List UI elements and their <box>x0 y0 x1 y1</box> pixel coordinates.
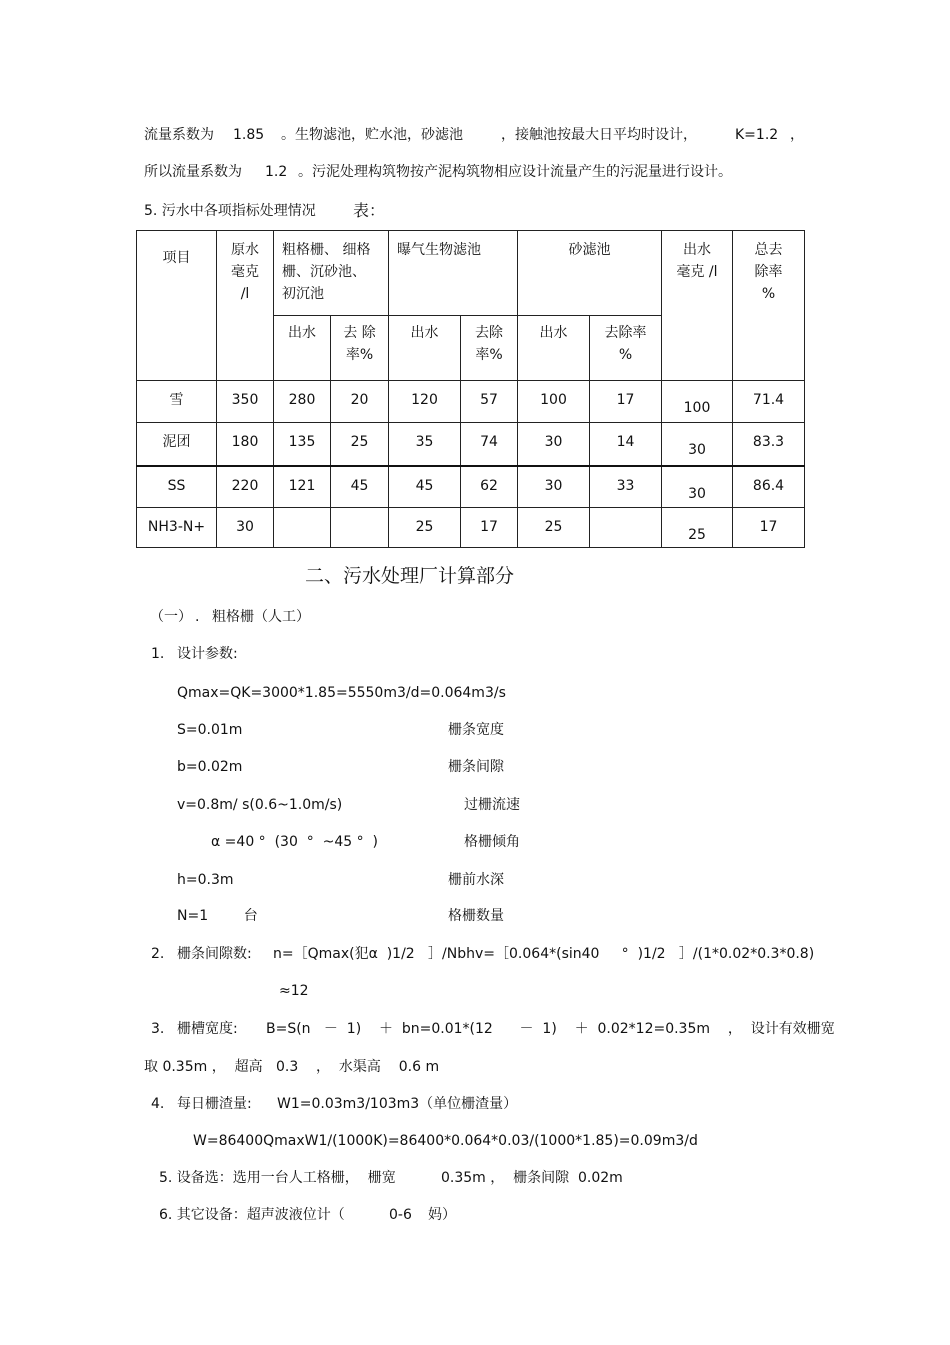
table-row <box>137 381 805 423</box>
table-cell: 17 <box>590 381 662 423</box>
table-cell: 45 <box>331 466 389 508</box>
sub-bio-out: 出水 <box>389 316 461 381</box>
formula-w1: W1=0.03m3/103m3（单位栅渣量） <box>277 1096 518 1112</box>
param-label: 栅前水深 <box>448 872 504 888</box>
intro-value: K=1.2 <box>735 127 779 143</box>
table-cell: 120 <box>389 381 461 423</box>
table-cell <box>590 508 662 548</box>
intro-text: 。生物滤池，贮水池，砂滤池 <box>281 127 463 143</box>
subsection-title: 粗格栅（人工） <box>212 609 310 625</box>
formula-b-cont: 取 0.35m ， 超高 0.3 ， 水渠高 0.6 m <box>144 1059 440 1075</box>
equipment-value: 0.02m <box>578 1170 623 1186</box>
table-cell: NH3-N+ <box>137 508 217 548</box>
table-cell: 100 <box>518 381 590 423</box>
table-cell: 45 <box>389 466 461 508</box>
header-total-removal: 总去 除率 % <box>733 231 805 381</box>
table-cell: 62 <box>461 466 518 508</box>
table-cell: 100 <box>662 381 733 423</box>
formula-b: B=S(n － 1) ＋ bn=0.01*(12 － 1) ＋ 0.02*12=0.35m ， 设计有效栅宽 <box>266 1021 835 1037</box>
table-cell: 雪 <box>137 381 217 423</box>
table-cell: 180 <box>217 423 274 466</box>
formula-n: n=［Qmax(犯α )1/2 ］/Nbhv=［0.064*(sin40 ° )1/2 ］/(1*0.02*0.3*0.8) <box>273 946 815 962</box>
table-cell: 25 <box>389 508 461 548</box>
intro-value: 1.85 <box>233 127 265 143</box>
intro-text: ， <box>790 127 804 143</box>
header-effluent: 出水 毫克 /l <box>662 231 733 381</box>
param-value: S=0.01m <box>177 722 243 738</box>
subsection-dot: . <box>195 609 200 625</box>
sub-coarse-rate: 去 除 率% <box>331 316 389 381</box>
table-cell: 83.3 <box>733 423 805 466</box>
step-label: 栅条间隙数: <box>177 946 252 962</box>
table-cell: 86.4 <box>733 466 805 508</box>
param-label: 过栅流速 <box>464 797 520 813</box>
param-label: 栅条间隙 <box>448 759 504 775</box>
param-value: b=0.02m <box>177 759 243 775</box>
other-equipment-text: 妈） <box>428 1207 456 1223</box>
table-cell: 20 <box>331 381 389 423</box>
table-cell: 30 <box>518 466 590 508</box>
intro-text: 。污泥处理构筑物按产泥构筑物相应设计流量产生的污泥量进行设计。 <box>298 164 732 180</box>
step-number: 4. <box>151 1096 165 1112</box>
formula-qmax: Qmax=QK=3000*1.85=5550m3/d=0.064m3/s <box>177 685 506 701</box>
header-item: 项目 <box>137 231 217 381</box>
formula-w: W=86400QmaxW1/(1000K)=86400*0.064*0.03/(1000*1.85)=0.09m3/d <box>193 1133 698 1149</box>
param-value: N=1 台 <box>177 908 258 924</box>
equipment-text: 5. 设备选：选用一台人工格栅， 栅宽 <box>159 1170 396 1186</box>
header-coarse-screen: 粗格栅、 细格 栅、沉砂池、 初沉池 <box>274 231 389 316</box>
table-row <box>137 423 805 466</box>
table-row <box>137 466 805 508</box>
header-bio-filter: 曝气生物滤池 <box>389 231 518 316</box>
table-cell: 280 <box>274 381 331 423</box>
formula-approx: ≈12 <box>279 983 309 999</box>
step-label: 设计参数: <box>177 646 238 662</box>
table-cell: 17 <box>461 508 518 548</box>
step-number: 1. <box>151 646 165 662</box>
table-cell: 30 <box>662 423 733 466</box>
step-number: 3. <box>151 1021 165 1037</box>
table-cell: 25 <box>331 423 389 466</box>
table-cell: 220 <box>217 466 274 508</box>
table-caption-suffix: 表： <box>353 201 386 220</box>
intro-text: ，接触池按最大日平均时设计， <box>501 127 697 143</box>
other-equipment-value: 0-6 <box>389 1207 412 1223</box>
table-caption: 5. 污水中各项指标处理情况 <box>144 203 316 219</box>
sub-sand-rate: 去除率 % <box>590 316 662 381</box>
subsection-number: （一） <box>150 609 192 625</box>
table-cell: 71.4 <box>733 381 805 423</box>
header-raw-water: 原水 毫克 /l <box>217 231 274 381</box>
table-cell: 14 <box>590 423 662 466</box>
param-label: 格栅倾角 <box>464 834 520 850</box>
table-cell: 350 <box>217 381 274 423</box>
sub-sand-out: 出水 <box>518 316 590 381</box>
table-cell: 17 <box>733 508 805 548</box>
table-cell: 33 <box>590 466 662 508</box>
step-label: 栅槽宽度: <box>177 1021 238 1037</box>
param-value: h=0.3m <box>177 872 234 888</box>
step-number: 2. <box>151 946 165 962</box>
param-value: v=0.8m/ s(0.6~1.0m/s) <box>177 797 343 813</box>
table-cell: 121 <box>274 466 331 508</box>
step-label: 每日栅渣量: <box>177 1096 252 1112</box>
table-cell: 25 <box>518 508 590 548</box>
table-cell <box>331 508 389 548</box>
table-cell: 30 <box>662 466 733 508</box>
table-cell: 135 <box>274 423 331 466</box>
intro-text: 所以流量系数为 <box>144 164 242 180</box>
sub-coarse-out: 出水 <box>274 316 331 381</box>
param-value: α =40 ° (30 ° ~45 ° ) <box>211 834 379 850</box>
section-title: 二、污水处理厂计算部分 <box>305 565 515 587</box>
table-cell: 35 <box>389 423 461 466</box>
table-cell: SS <box>137 466 217 508</box>
equipment-text: 0.35m ， 栅条间隙 <box>441 1170 570 1186</box>
table-cell: 30 <box>217 508 274 548</box>
header-sand-filter: 砂滤池 <box>518 231 662 316</box>
table-row <box>137 508 805 548</box>
table-cell <box>274 508 331 548</box>
table-cell: 30 <box>518 423 590 466</box>
other-equipment-text: 6. 其它设备：超声波液位计（ <box>159 1207 345 1223</box>
intro-value: 1.2 <box>265 164 288 180</box>
table-cell: 泥团 <box>137 423 217 466</box>
intro-text: 流量系数为 <box>144 127 214 143</box>
treatment-table <box>136 230 805 548</box>
table-cell: 57 <box>461 381 518 423</box>
param-label: 栅条宽度 <box>448 722 504 738</box>
param-label: 格栅数量 <box>448 908 504 924</box>
sub-bio-rate: 去除 率% <box>461 316 518 381</box>
table-cell: 74 <box>461 423 518 466</box>
table-cell: 25 <box>662 508 733 548</box>
